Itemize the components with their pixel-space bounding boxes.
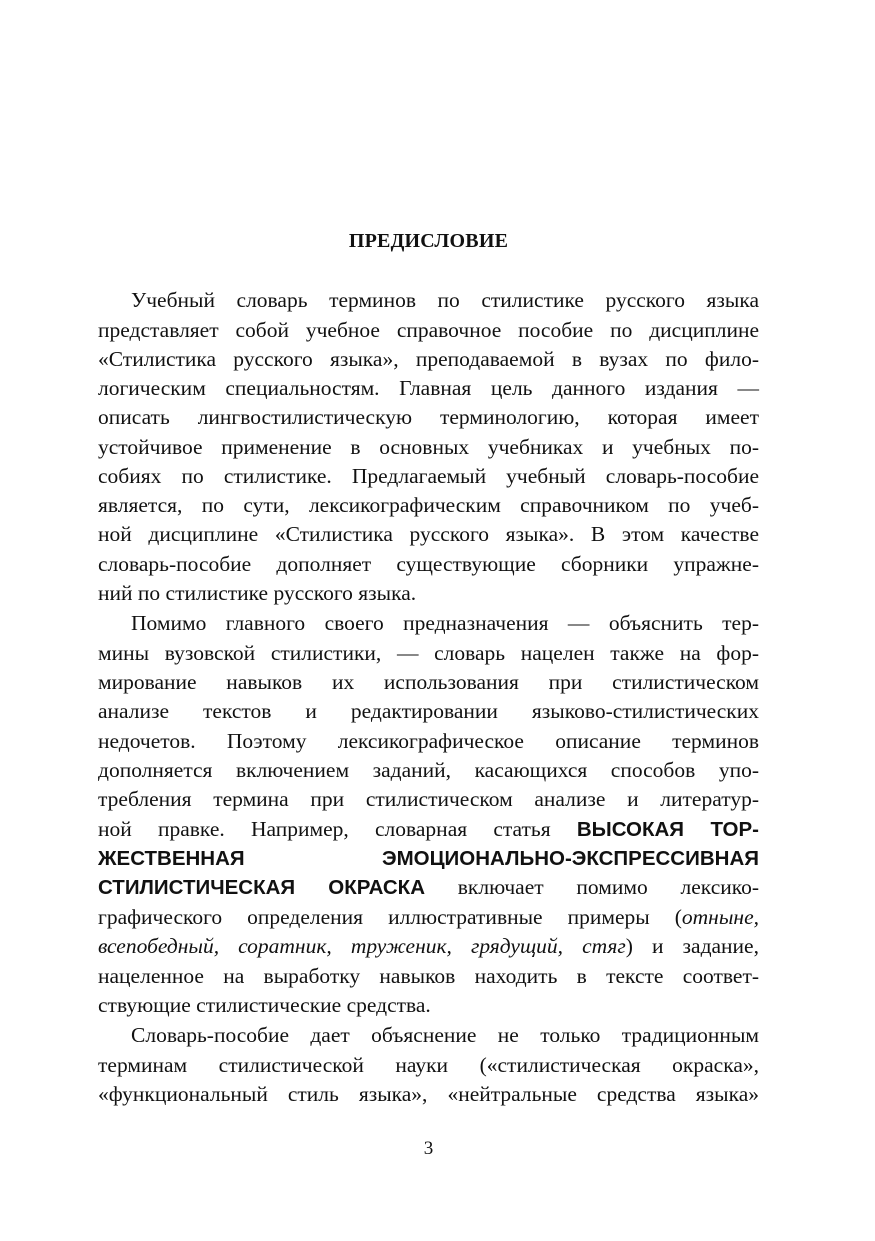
text-line: ний по стилистике русского языка.: [98, 581, 417, 605]
example-italic: отныне,: [681, 905, 759, 929]
text-line: описать лингвостилистическую терминологию, которая имеет: [98, 405, 759, 429]
text-line: анализе текстов и редактировании языково-стилистических: [98, 699, 759, 723]
text-line: мирование навыков их использования при стилистическом: [98, 670, 759, 694]
text-line: ствующие стилистические средства.: [98, 993, 431, 1017]
text-line: терминам стилистической науки («стилистическая окраска»,: [98, 1053, 759, 1077]
text-segment: ) и задание,: [625, 934, 759, 958]
term-heading-bold: ВЫСОКАЯ ТОР-: [576, 818, 759, 841]
term-heading-bold: ЖЕСТВЕННАЯ ЭМОЦИОНАЛЬНО-ЭКСПРЕССИВНАЯ: [98, 847, 759, 870]
text-line: мины вузовской стилистики, — словарь нацелен также на фор-: [98, 641, 759, 665]
text-line: требления термина при стилистическом анализе и литератур-: [98, 787, 759, 811]
text-line: «функциональный стиль языка», «нейтральные средства языка»: [98, 1082, 759, 1106]
text-line: является, по сути, лексикографическим справочником по учеб-: [98, 493, 759, 517]
text-line: Помимо главного своего предназначения — объяснить тер-: [131, 611, 759, 635]
text-line: логическим специальностям. Главная цель данного издания —: [98, 376, 759, 400]
text-line: [98, 931, 759, 961]
text-line: устойчивое применение в основных учебниках и учебных по-: [98, 435, 759, 459]
text-line: словарь-пособие дополняет существующие сборники упражне-: [98, 552, 759, 576]
text-line: [98, 814, 759, 844]
text-line: нацеленное на выработку навыков находить в тексте соответ-: [98, 964, 759, 988]
text-segment: включает помимо лексико-: [457, 875, 760, 899]
page-title: ПРЕДИСЛОВИЕ: [348, 230, 509, 252]
text-line: недочетов. Поэтому лексикографическое описание терминов: [98, 729, 759, 753]
text-line: собиях по стилистике. Предлагаемый учебный словарь-пособие: [98, 464, 759, 488]
text-line: Учебный словарь терминов по стилистике русского языка: [131, 288, 759, 312]
text-line: [98, 902, 759, 932]
text-line: дополняется включением заданий, касающихся способов упо-: [98, 758, 759, 782]
text-line: [98, 843, 759, 873]
text-line: [98, 872, 759, 902]
text-line: «Стилистика русского языка», преподаваемой в вузах по фило-: [98, 347, 759, 371]
text-segment: ной правке. Например, словарная статья: [98, 817, 551, 841]
term-heading-bold: СТИЛИСТИЧЕСКАЯ ОКРАСКА: [98, 876, 425, 899]
page-number: 3: [423, 1138, 434, 1159]
text-line: Словарь-пособие дает объяснение не только традиционным: [131, 1023, 759, 1047]
text-line: ной дисциплине «Стилистика русского языка». В этом качестве: [98, 522, 759, 546]
text-segment: графического определения иллюстративные примеры (: [98, 905, 682, 929]
text-line: представляет собой учебное справочное пособие по дисциплине: [98, 318, 759, 342]
example-italic: всепобедный, соратник, труженик, грядущий, стяг: [98, 934, 626, 958]
